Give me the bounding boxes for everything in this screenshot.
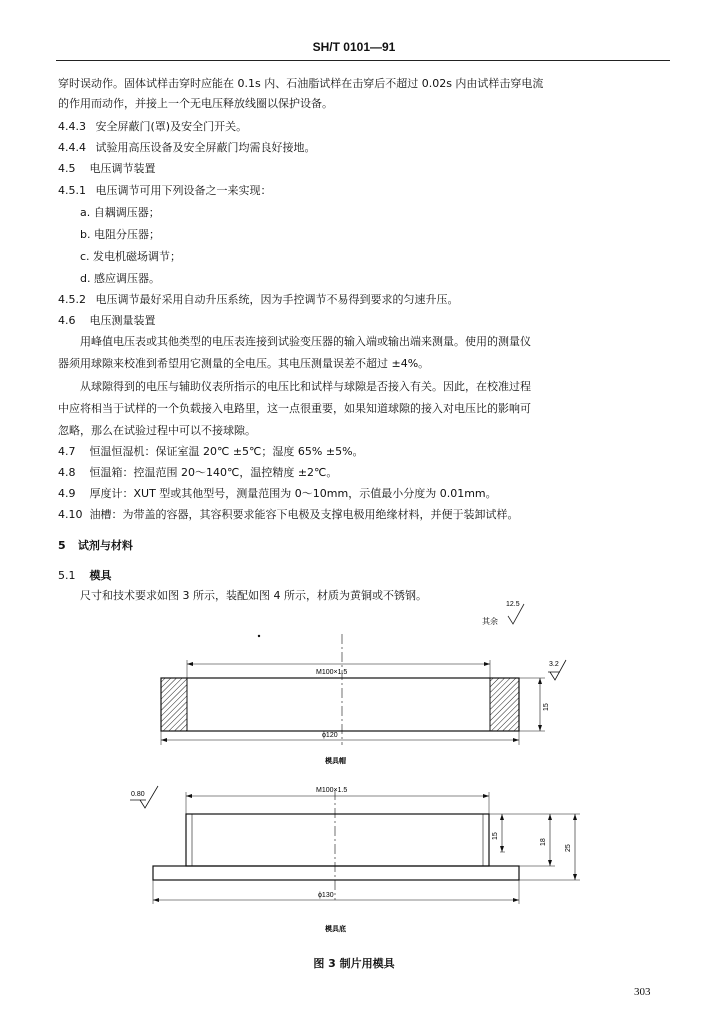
clause-number: 4.5 xyxy=(58,162,76,175)
clause-text: 电压调节装置 xyxy=(89,162,156,175)
mold-cap-drawing xyxy=(161,634,566,745)
base-height-3-label: 25 xyxy=(565,844,572,852)
cap-label: 模具帽 xyxy=(325,757,346,765)
clause-number: 4.10 xyxy=(58,508,83,521)
body-line: 器须用球隙来校准到希望用它测量的全电压。其电压测量误差不超过 ±4%。 xyxy=(58,357,430,370)
list-item-b: b. 电阻分压器； xyxy=(80,228,160,241)
mold-base-drawing xyxy=(130,786,580,904)
body-line: 尺寸和技术要求如图 3 所示，装配如图 4 所示，材质为黄铜或不锈钢。 xyxy=(80,589,427,602)
clause-number: 4.4.3 xyxy=(58,120,86,133)
clause-text: 电压调节可用下列设备之一来实现： xyxy=(95,184,272,197)
base-label: 模具底 xyxy=(325,925,346,933)
body-line: 中应将相当于试样的一个负载接入电路里，这一点很重要，如果知道球隙的接入对电压比的影响可 xyxy=(58,402,531,415)
cap-height-label: 15 xyxy=(543,703,550,711)
base-thread-label: M100×1.5 xyxy=(316,787,348,794)
clause-number: 4.9 xyxy=(58,487,76,500)
list-item-d: d. 感应调压器。 xyxy=(80,272,160,285)
clause-text: 油槽：为带盖的容器，其容积要求能容下电极及支撑电极用绝缘材料，并便于装卸试样。 xyxy=(89,508,519,521)
clause-text: 电压测量装置 xyxy=(89,314,156,327)
clause-text: 试验用高压设备及安全屏蔽门均需良好接地。 xyxy=(95,141,316,154)
cap-roughness-label: 3.2 xyxy=(549,661,559,668)
body-line: 忽略，那么在试验过程中可以不接球隙。 xyxy=(58,424,256,437)
base-diameter-label: ϕ130 xyxy=(318,892,334,899)
clause-number: 4.6 xyxy=(58,314,76,327)
body-line: 的作用而动作，并接上一个无电压释放线圈以保护设备。 xyxy=(58,97,333,110)
page-header: SH/T 0101—91 xyxy=(312,40,396,54)
list-item-a: a. 自耦调压器； xyxy=(80,206,160,219)
clause-number: 4.5.1 xyxy=(58,184,86,197)
page-number: 303 xyxy=(634,986,651,998)
clause-text: 试剂与材料 xyxy=(77,539,133,552)
cap-thread-label: M100×1.5 xyxy=(316,669,348,676)
clause-text: 模具 xyxy=(89,569,112,582)
clause-text: 恒温箱：控温范围 20～140℃，温控精度 ±2℃。 xyxy=(89,466,338,479)
clause-number: 5.1 xyxy=(58,569,76,582)
clause-number: 4.4.4 xyxy=(58,141,86,154)
clause-number: 4.7 xyxy=(58,445,76,458)
clause-number: 5 xyxy=(58,539,66,552)
rest-label: 其余 xyxy=(482,617,498,626)
body-line: 穿时误动作。固体试样击穿时应能在 0.1s 内、石油脂试样在击穿后不超过 0.02s 内由试样击穿电流 xyxy=(58,77,544,90)
base-height-1-label: 15 xyxy=(492,832,499,840)
clause-text: 电压调节最好采用自动升压系统，因为手控调节不易得到要求的匀速升压。 xyxy=(95,293,459,306)
rest-roughness-value: 12.5 xyxy=(506,601,520,608)
body-line: 用峰值电压表或其他类型的电压表连接到试验变压器的输入端或输出端来测量。使用的测量仪 xyxy=(80,335,531,348)
clause-text: 安全屏蔽门(罩)及安全门开关。 xyxy=(95,120,248,133)
clause-text: 恒温恒湿机：保证室温 20℃ ±5℃；湿度 65% ±5%。 xyxy=(89,445,364,458)
figure-caption: 图 3 制片用模具 xyxy=(313,957,395,970)
speck xyxy=(258,635,260,637)
cap-diameter-label: ϕ120 xyxy=(322,732,338,739)
clause-number: 4.5.2 xyxy=(58,293,86,306)
base-roughness-label: 0.80 xyxy=(131,791,145,798)
body-line: 从球隙得到的电压与辅助仪表所指示的电压比和试样与球隙是否接入有关。因此，在校准过程 xyxy=(80,380,531,393)
clause-text: 厚度计：XUT 型或其他型号，测量范围为 0～10mm，示值最小分度为 0.01mm。 xyxy=(89,487,497,500)
list-item-c: c. 发电机磁场调节； xyxy=(80,250,182,263)
base-height-2-label: 18 xyxy=(540,838,547,846)
clause-number: 4.8 xyxy=(58,466,76,479)
